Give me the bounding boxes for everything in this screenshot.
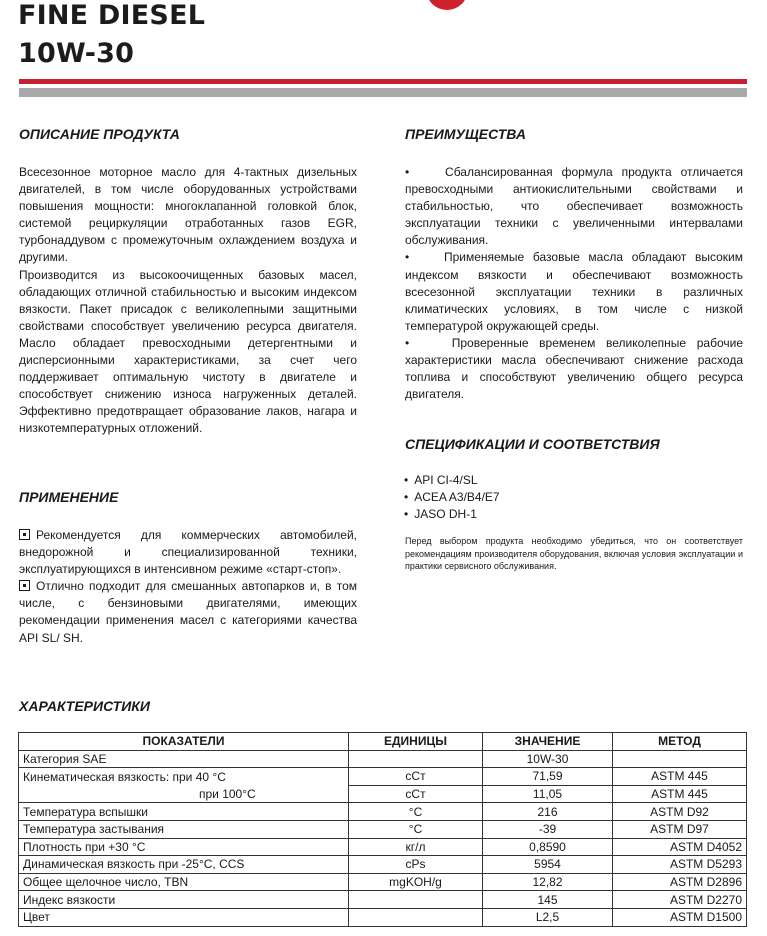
- row-value: 5954: [483, 856, 613, 874]
- row-name: Кинематическая вязкость: при 40 °С: [19, 768, 349, 786]
- header-divider-gray: [19, 88, 747, 97]
- product-title: FINE DIESEL: [18, 0, 206, 31]
- row-name: Температура застывания: [19, 820, 349, 838]
- row-unit: °С: [349, 803, 483, 821]
- description-body: [19, 164, 357, 438]
- description-heading: ОПИСАНИЕ ПРОДУКТА: [19, 126, 180, 142]
- row-value: 11,05: [483, 785, 613, 803]
- row-name: Общее щелочное число, TBN: [19, 873, 349, 891]
- list-item: • Применяемые базовые масла обладают высоким индексом вязкости и обеспечивают возможность всесезонной эксплуатации техники в различных климатических условиях, в том числе с низкой температурой окружающей среды.: [405, 250, 743, 333]
- row-unit: mgKOH/g: [349, 873, 483, 891]
- row-method: ASTM D5293: [613, 856, 747, 874]
- row-name: Температура вспышки: [19, 803, 349, 821]
- bullet-icon: •: [405, 165, 446, 179]
- table-header-row: [19, 733, 747, 751]
- row-method: ASTM 445: [613, 785, 747, 803]
- list-item: Отлично подходит для смешанных автопарков и, в том числе, с бензиновыми двигателями, имеющих рекомендации применения масел с категориями качества API SL/ SH.: [19, 579, 357, 645]
- advantages-heading: ПРЕИМУЩЕСТВА: [405, 126, 526, 142]
- table-row: [19, 856, 747, 874]
- row-value: -39: [483, 820, 613, 838]
- table-row: [19, 785, 747, 803]
- row-name: Категория SAE: [19, 750, 349, 768]
- row-method: ASTM D4052: [613, 838, 747, 856]
- row-name: при 100°С: [19, 785, 349, 803]
- bullet-icon: •: [405, 335, 452, 350]
- table-row: [19, 908, 747, 926]
- specifications-note: Перед выбором продукта необходимо убедиться, что он соответствует рекомендациям производителя оборудования, включая условия эксплуатации и практики сервисного обслуживания.: [405, 536, 743, 572]
- column-header: ПОКАЗАТЕЛИ: [19, 733, 349, 751]
- spec-item: • API CI-4/SL: [404, 472, 500, 489]
- row-value: L2,5: [483, 908, 613, 926]
- spec-item: • JASO DH-1: [404, 506, 500, 523]
- table-row: [19, 838, 747, 856]
- table-row: [19, 803, 747, 821]
- row-unit: [349, 891, 483, 909]
- row-unit: сСт: [349, 785, 483, 803]
- table-row: [19, 820, 747, 838]
- row-value: 10W-30: [483, 750, 613, 768]
- column-header: МЕТОД: [613, 733, 747, 751]
- column-header: ЗНАЧЕНИЕ: [483, 733, 613, 751]
- row-method: ASTM D92: [613, 803, 747, 821]
- row-value: 145: [483, 891, 613, 909]
- advantages-list: [405, 164, 743, 403]
- table-row: [19, 768, 747, 786]
- checkbox-bullet-icon: [19, 529, 30, 540]
- row-name: Цвет: [19, 908, 349, 926]
- table-row: [19, 750, 747, 768]
- row-method: ASTM D97: [613, 820, 747, 838]
- list-item: • Сбалансированная формула продукта отличается превосходными антиокислительными свойствами и стабильностью, что обеспечивает возможность эксплуатации техники с увеличенными интервалами обслуживания.: [405, 165, 743, 248]
- row-value: 12,82: [483, 873, 613, 891]
- row-method: ASTM D2896: [613, 873, 747, 891]
- characteristics-table: [18, 732, 747, 927]
- list-item: Рекомендуется для коммерческих автомобилей, внедорожной и специализированной техники, эксплуатирующихся в интенсивном режиме «старт-стоп».: [19, 528, 357, 577]
- characteristics-heading: ХАРАКТЕРИСТИКИ: [19, 698, 150, 714]
- specifications-heading: СПЕЦИФИКАЦИИ И СООТВЕТСТВИЯ: [405, 436, 660, 452]
- row-method: ASTM 445: [613, 768, 747, 786]
- row-unit: сPs: [349, 856, 483, 874]
- row-name: Плотность при +30 °С: [19, 838, 349, 856]
- row-unit: [349, 750, 483, 768]
- application-heading: ПРИМЕНЕНИЕ: [19, 489, 119, 505]
- row-unit: [349, 908, 483, 926]
- specifications-list: [404, 472, 500, 523]
- checkbox-bullet-icon: [19, 580, 30, 591]
- list-item: • Проверенные временем великолепные рабочие характеристики масла обеспечивают снижение расхода топлива и способствуют увеличению общего ресурса двигателя.: [405, 335, 743, 402]
- header-divider-red: [19, 79, 747, 84]
- spec-item: • ACEA A3/B4/E7: [404, 489, 500, 506]
- row-value: 216: [483, 803, 613, 821]
- application-list: [19, 527, 357, 647]
- product-viscosity-grade: 10W-30: [18, 38, 135, 69]
- row-method: ASTM D1500: [613, 908, 747, 926]
- row-method: ASTM D2270: [613, 891, 747, 909]
- row-value: 71,59: [483, 768, 613, 786]
- table-row: [19, 891, 747, 909]
- row-name: Индекс вязкости: [19, 891, 349, 909]
- row-unit: сСт: [349, 768, 483, 786]
- row-name: Динамическая вязкость при -25°С, CCS: [19, 856, 349, 874]
- description-paragraph: Всесезонное моторное масло для 4-тактных дизельных двигателей, в том числе оборудованных устройствами повышения мощности: многоклапанной головкой блок, системой рециркуляции отработанных газов EGR, турбонаддувом с промежуточным охлаждением воздуха и другими.: [19, 165, 357, 265]
- bullet-icon: •: [405, 250, 444, 265]
- brand-logo-icon: [426, 0, 468, 10]
- table-row: [19, 873, 747, 891]
- row-value: 0,8590: [483, 838, 613, 856]
- description-paragraph: Производится из высокоочищенных базовых масел, обладающих отличной стабильностью и высоким индексом вязкости. Пакет присадок с великолепными защитными свойствами способствует увеличению ресурса двигателя. Масло обладает превосходными детергентными и дисперсионными характеристиками, за счет чего поддерживает оптимальную чистоту в двигателе и способствует снижению износа нагруженных деталей. Эффективно предотвращает образование лаков, нагара и низкотемпературных отложений.: [19, 267, 357, 436]
- row-unit: °С: [349, 820, 483, 838]
- row-method: [613, 750, 747, 768]
- row-unit: кг/л: [349, 838, 483, 856]
- column-header: ЕДИНИЦЫ: [349, 733, 483, 751]
